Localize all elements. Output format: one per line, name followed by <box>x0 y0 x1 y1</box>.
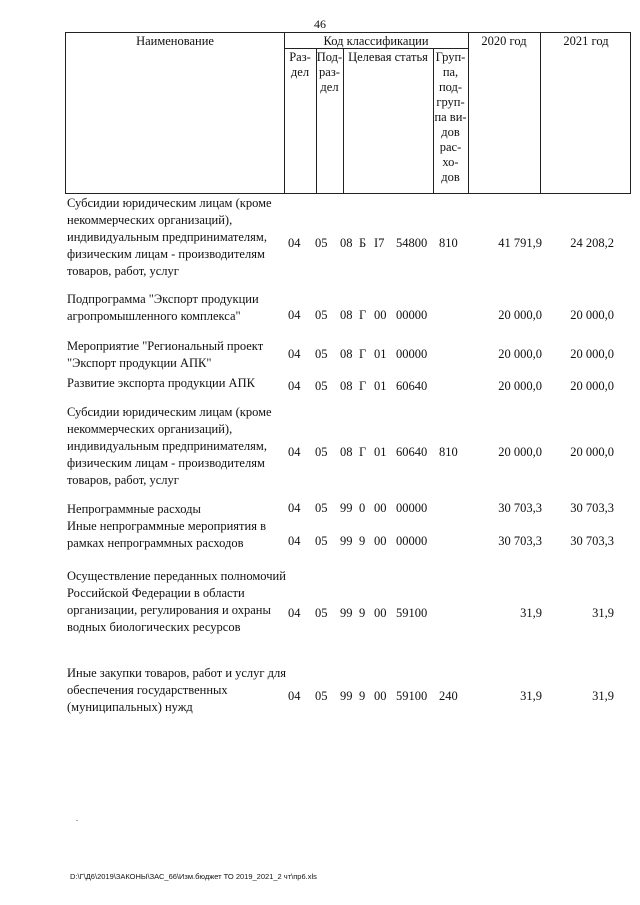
cell-target-3: I7 <box>374 236 385 250</box>
cell-target-2: 9 <box>359 534 366 548</box>
cell-target-1: 08 <box>340 308 353 322</box>
cell-subsection: 05 <box>315 689 328 703</box>
col-divider <box>540 33 541 193</box>
cell-subsection: 05 <box>315 347 328 361</box>
cell-2021: 20 000,0 <box>570 308 614 322</box>
footer-file-path: D:\Г\Д6\2019\ЗАКОНЫ\ЗАС_66\Изм.бюджет ТО 2019_2021_2 чт\пр6.xls <box>70 872 317 881</box>
header-section: Раз- дел <box>289 50 311 79</box>
cell-2021: 20 000,0 <box>570 347 614 361</box>
cell-target-2: Б <box>359 236 367 250</box>
cell-target-2: 9 <box>359 606 366 620</box>
cell-target-1: 08 <box>340 379 353 393</box>
cell-target-2: 9 <box>359 689 366 703</box>
cell-target-3: 01 <box>374 379 387 393</box>
cell-2021: 30 703,3 <box>570 534 614 548</box>
header-expense-group: Груп- па, под- груп- па ви- дов рас- хо- дов <box>434 50 467 184</box>
cell-section: 04 <box>288 236 301 250</box>
col-divider <box>343 48 344 193</box>
cell-target-4: 59100 <box>396 606 428 620</box>
cell-2021: 31,9 <box>592 689 614 703</box>
cell-subsection: 05 <box>315 445 328 459</box>
cell-2021: 24 208,2 <box>570 236 614 250</box>
cell-2020: 20 000,0 <box>498 308 542 322</box>
cell-target-2: Г <box>359 347 367 361</box>
cell-section: 04 <box>288 308 301 322</box>
cell-target-3: 00 <box>374 606 387 620</box>
row-name: Субсидии юридическим лицам (кроме некоммерческих организаций), индивидуальным предпринимателям, физическим лицам - производителям товаров, работ, услуг <box>67 405 272 487</box>
cell-expense-type: 810 <box>439 445 458 459</box>
row-name: Развитие экспорта продукции АПК <box>67 376 255 390</box>
row-name: Иные закупки товаров, работ и услуг для обеспечения государственных (муниципальных) нужд <box>67 666 287 714</box>
header-2021: 2021 год <box>563 34 609 48</box>
row-name: Непрограммные расходы <box>67 502 201 516</box>
cell-target-2: Г <box>359 308 367 322</box>
cell-2021: 20 000,0 <box>570 379 614 393</box>
cell-target-4: 00000 <box>396 347 428 361</box>
header-code-group: Код классификации <box>323 34 429 48</box>
cell-target-2: Г <box>359 445 367 459</box>
cell-expense-type: 810 <box>439 236 458 250</box>
cell-target-3: 00 <box>374 534 387 548</box>
cell-target-3: 01 <box>374 445 387 459</box>
row-name: Мероприятие "Региональный проект "Экспорт продукции АПК" <box>67 339 264 370</box>
stray-mark: . <box>76 814 78 823</box>
cell-target-4: 00000 <box>396 308 428 322</box>
cell-subsection: 05 <box>315 606 328 620</box>
cell-section: 04 <box>288 379 301 393</box>
cell-2020: 30 703,3 <box>498 501 542 515</box>
cell-2020: 20 000,0 <box>498 445 542 459</box>
cell-section: 04 <box>288 347 301 361</box>
cell-subsection: 05 <box>315 534 328 548</box>
cell-expense-type: 240 <box>439 689 458 703</box>
cell-2020: 31,9 <box>520 689 542 703</box>
cell-target-4: 60640 <box>396 379 428 393</box>
cell-target-3: 00 <box>374 689 387 703</box>
cell-target-2: 0 <box>359 501 366 515</box>
cell-target-3: 01 <box>374 347 387 361</box>
cell-target-2: Г <box>359 379 367 393</box>
cell-2020: 31,9 <box>520 606 542 620</box>
row-name: Иные непрограммные мероприятия в рамках непрограммных расходов <box>67 519 266 550</box>
page-number: 46 <box>314 17 326 31</box>
cell-2020: 20 000,0 <box>498 347 542 361</box>
cell-subsection: 05 <box>315 501 328 515</box>
row-name: Подпрограмма "Экспорт продукции агропромышленного комплекса" <box>67 292 259 323</box>
cell-target-4: 59100 <box>396 689 428 703</box>
cell-target-4: 54800 <box>396 236 428 250</box>
cell-target-1: 08 <box>340 347 353 361</box>
cell-2020: 30 703,3 <box>498 534 542 548</box>
cell-2021: 30 703,3 <box>570 501 614 515</box>
cell-section: 04 <box>288 689 301 703</box>
cell-target-1: 99 <box>340 501 353 515</box>
row-name: Осуществление переданных полномочий Российской Федерации в области организации, регулирования и охраны водных биологических ресурсов <box>67 569 286 634</box>
header-subsection: Под- раз- дел <box>316 50 343 94</box>
cell-section: 04 <box>288 606 301 620</box>
col-divider <box>468 33 469 193</box>
cell-subsection: 05 <box>315 236 328 250</box>
cell-2021: 20 000,0 <box>570 445 614 459</box>
cell-target-1: 99 <box>340 689 353 703</box>
cell-section: 04 <box>288 534 301 548</box>
cell-2021: 31,9 <box>592 606 614 620</box>
cell-subsection: 05 <box>315 379 328 393</box>
cell-section: 04 <box>288 445 301 459</box>
cell-target-4: 00000 <box>396 501 428 515</box>
cell-target-4: 00000 <box>396 534 428 548</box>
cell-target-3: 00 <box>374 501 387 515</box>
header-target: Целевая статья <box>348 50 428 64</box>
cell-target-1: 08 <box>340 236 353 250</box>
table-header <box>65 32 631 194</box>
cell-subsection: 05 <box>315 308 328 322</box>
cell-target-1: 99 <box>340 534 353 548</box>
cell-target-4: 60640 <box>396 445 428 459</box>
cell-section: 04 <box>288 501 301 515</box>
row-name: Субсидии юридическим лицам (кроме некоммерческих организаций), индивидуальным предпринимателям, физическим лицам - производителям товаров, работ, услуг <box>67 196 272 278</box>
cell-target-1: 08 <box>340 445 353 459</box>
cell-2020: 41 791,9 <box>498 236 542 250</box>
header-2020: 2020 год <box>481 34 527 48</box>
header-name: Наименование <box>136 34 214 48</box>
cell-2020: 20 000,0 <box>498 379 542 393</box>
cell-target-1: 99 <box>340 606 353 620</box>
cell-target-3: 00 <box>374 308 387 322</box>
